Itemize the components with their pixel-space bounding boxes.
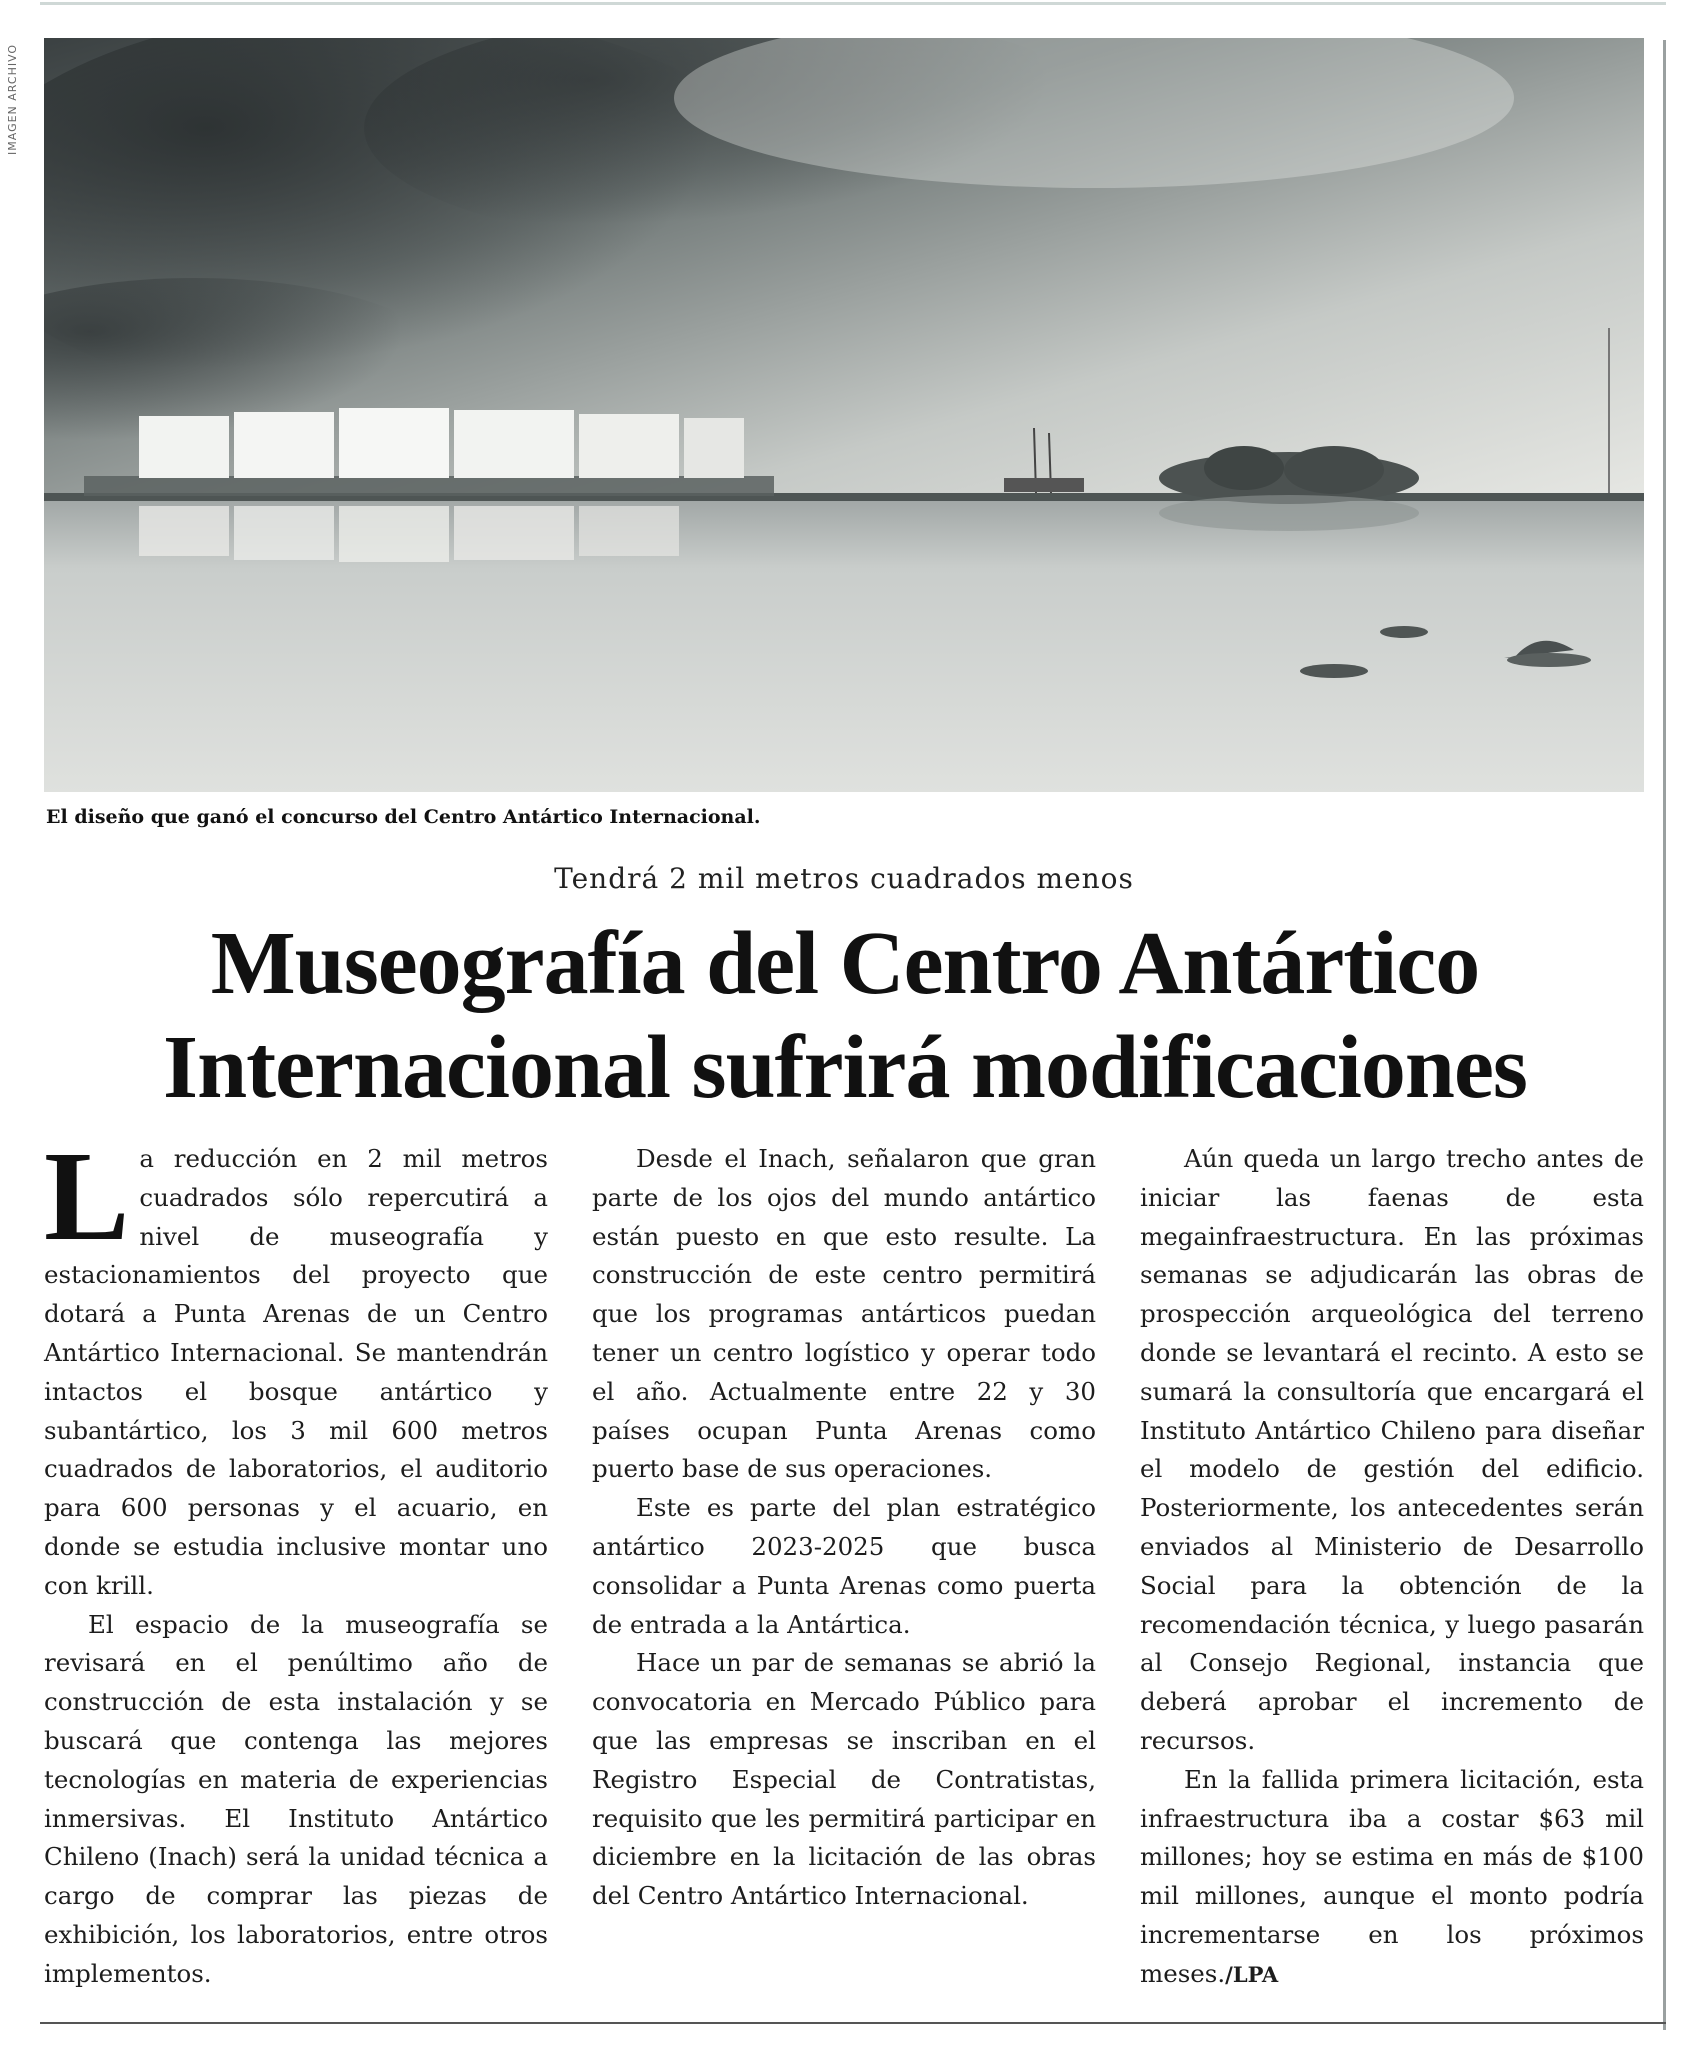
photo-credit: IMAGEN ARCHIVO bbox=[6, 44, 19, 156]
paragraph bbox=[1140, 1761, 1644, 1995]
paragraph: Hace un par de semanas se abrió la convocatoria en Mercado Público para que las empresas se inscriban en el Registro Especial de Contratistas, requisito que les permitirá participar en diciembre en la licitación de las obras del Centro Antártico Internacional. bbox=[592, 1648, 1096, 1911]
paragraph: Aún queda un largo trecho antes de iniciar las faenas de esta megainfraestructura. En las próximas semanas se adjudicarán las obras de prospección arqueológica del terreno donde se levantará el recinto. A esto se sumará la consultoría que encargará el Instituto Antártico Chileno para diseñar el modelo de gestión del edificio. Posteriormente, los antecedentes serán enviados al Ministerio de Desarrollo Social para la obtención de la recomendación técnica, y luego pasarán al Consejo Regional, instancia que deberá aprobar el incremento de recursos. bbox=[1140, 1144, 1644, 1755]
article-column-2 bbox=[592, 1140, 1096, 1916]
photo-caption: El diseño que ganó el concurso del Centro Antártico Internacional. bbox=[46, 806, 761, 828]
paragraph bbox=[44, 1125, 548, 1606]
paragraph-text: a reducción en 2 mil metros cuadrados sólo repercutirá a nivel de museografía y estacionamientos del proyecto que dotará a Punta Arenas de un Centro Antártico Internacional. Se mantendrán intactos el bosque antártico y subantártico, los 3 mil 600 metros cuadrados de laboratorios, el auditorio para 600 personas y el acuario, en donde se estudia inclusive montar uno con krill. bbox=[44, 1144, 548, 1600]
right-column-rule bbox=[1663, 40, 1666, 2030]
bottom-rule bbox=[40, 2022, 1666, 2024]
paragraph: Desde el Inach, señalaron que gran parte de los ojos del mundo antártico están puesto en que esto resulte. La construcción de este centro permitirá que los programas antárticos puedan tener un centro logístico y operar todo el año. Actualmente entre 22 y 30 países ocupan Punta Arenas como puerto base de sus operaciones. bbox=[592, 1144, 1096, 1484]
author-signature: /LPA bbox=[1225, 1961, 1279, 1987]
top-rule bbox=[40, 2, 1666, 5]
drop-cap: L bbox=[44, 1125, 130, 1267]
article-column-3 bbox=[1140, 1140, 1644, 1995]
paragraph: El espacio de la museografía se revisará en el penúltimo año de construcción de esta instalación y se buscará que contenga las mejores tecnologías en materia de experiencias inmersivas. El Instituto Antártico Chileno (Inach) será la unidad técnica a cargo de comprar las piezas de exhibición, los laboratorios, entre otros implementos. bbox=[44, 1609, 548, 1988]
paragraph: Este es parte del plan estratégico antártico 2023-2025 que busca consolidar a Punta Arenas como puerta de entrada a la Antártica. bbox=[592, 1493, 1096, 1639]
article-headline: Museografía del Centro Antártico Internacional sufrirá modificaciones bbox=[163, 914, 1527, 1117]
article-kicker: Tendrá 2 mil metros cuadrados menos bbox=[554, 862, 1134, 895]
article-photo bbox=[44, 38, 1644, 792]
paragraph-text: En la fallida primera licitación, esta infraestructura iba a costar $63 mil millones; hoy se estima en más de $100 mil millones, aunque el monto podría incrementarse en los próximos meses. bbox=[1140, 1764, 1644, 1988]
architectural-rendering-image bbox=[44, 38, 1644, 792]
article-column-1 bbox=[44, 1125, 548, 1994]
article-body bbox=[44, 1125, 1644, 2000]
